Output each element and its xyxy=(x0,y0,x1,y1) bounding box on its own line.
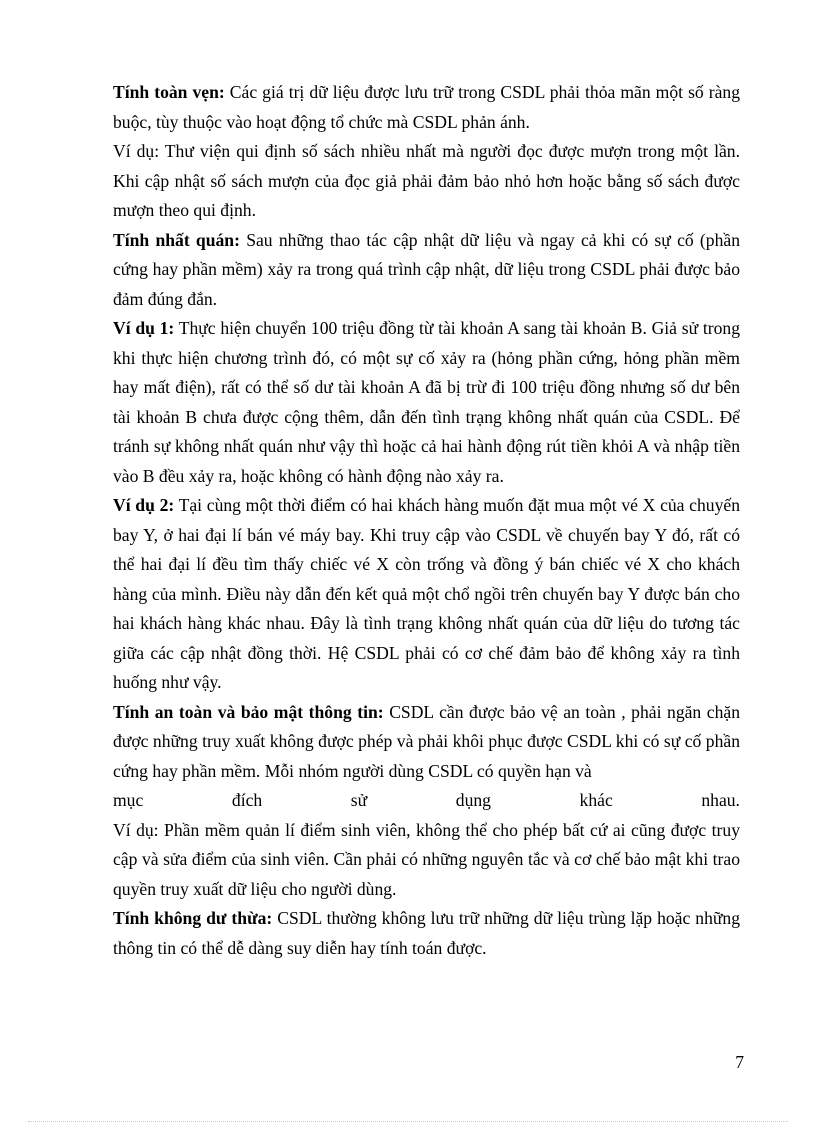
section-non-redundancy xyxy=(113,904,740,963)
security-example: Ví dụ: Phần mềm quản lí điểm sinh viên, không thể cho phép bất cứ ai cũng được truy cập và sửa điểm của sinh viên. Cần phải có những nguyên tắc và cơ chế bảo mật khi trao quyền truy xuất dữ liệu cho người dùng. xyxy=(113,819,740,899)
term-consistency: Tính nhất quán: xyxy=(113,229,240,250)
spread-word: sử xyxy=(350,790,368,810)
section-consistency xyxy=(113,226,740,315)
section-example-2 xyxy=(113,491,740,698)
security-spread-line xyxy=(113,786,740,816)
section-integrity xyxy=(113,78,740,226)
term-integrity: Tính toàn vẹn: xyxy=(113,82,225,102)
page-number: 7 xyxy=(735,1052,744,1072)
spread-word: đích xyxy=(231,790,263,810)
footer-divider xyxy=(28,1121,788,1122)
integrity-text: Các giá trị dữ liệu được lưu trữ trong CSDL phải thỏa mãn một số ràng buộc, tùy thuộc vào hoạt động tổ chức mà CSDL phản ánh. xyxy=(113,82,740,132)
security-text: CSDL cần được bảo vệ an toàn , phải ngăn chặn được những truy xuất không được phép và phải khôi phục được CSDL khi có sự cố phần cứng hay phần mềm. Mỗi nhóm người dùng CSDL có quyền hạn và xyxy=(113,701,740,781)
example-1-text: Thực hiện chuyển 100 triệu đồng từ tài khoản A sang tài khoản B. Giả sử trong khi thực hiện chương trình đó, có một sự cố xảy ra (hỏng phần cứng, hỏng phần mềm hay mất điện), rất có thể số dư tài khoản A đã bị trừ đi 100 triệu đồng nhưng số dư bên tài khoản B chưa được cộng thêm, dẫn đến tình trạng không nhất quán của CSDL. Để tránh sự không nhất quán như vậy thì hoặc cả hai hành động rút tiền khỏi A và nhập tiền vào B đều xảy ra, hoặc không có hành động nào xảy ra. xyxy=(113,318,740,486)
term-non-redundancy: Tính không dư thừa: xyxy=(113,908,273,928)
spread-word: mục xyxy=(113,790,144,810)
spread-word: dụng xyxy=(455,790,491,810)
section-security xyxy=(113,698,740,905)
term-example-1: Ví dụ 1: xyxy=(113,318,175,338)
term-security: Tính an toàn và bảo mật thông tin: xyxy=(113,701,384,722)
spread-word: nhau. xyxy=(701,790,740,810)
term-example-2: Ví dụ 2: xyxy=(113,495,175,515)
spread-word: khác xyxy=(579,790,613,810)
non-redundancy-text: CSDL thường không lưu trữ những dữ liệu trùng lặp hoặc những thông tin có thể dễ dàng suy diễn hay tính toán được. xyxy=(113,908,740,958)
example-2-text: Tại cùng một thời điểm có hai khách hàng muốn đặt mua một vé X của chuyến bay Y, ở hai đại lí bán vé máy bay. Khi truy cập vào CSDL về chuyến bay Y đó, rất có thể hai đại lí đều tìm thấy chiếc vé X còn trống và đồng ý bán chiếc vé X cho khách hàng của mình. Điều này dẫn đến kết quả một chổ ngồi trên chuyến bay Y được bán cho hai khách hàng khác nhau. Đây là tình trạng không nhất quán của dữ liệu do tương tác giữa các cập nhật đồng thời. Hệ CSDL phải có cơ chế đảm bảo để không xảy ra tình huống như vậy. xyxy=(113,495,740,692)
integrity-example: Ví dụ: Thư viện qui định số sách nhiều nhất mà người đọc được mượn trong một lần. Khi cập nhật số sách mượn của đọc giả phải đảm bảo nhỏ hơn hoặc bằng số sách được mượn theo qui định. xyxy=(113,141,740,220)
page-content xyxy=(113,78,740,963)
consistency-text: Sau những thao tác cập nhật dữ liệu và ngay cả khi có sự cố (phần cứng hay phần mềm) xảy ra trong quá trình cập nhật, dữ liệu trong CSDL phải được bảo đảm đúng đắn. xyxy=(113,229,740,309)
section-example-1 xyxy=(113,314,740,491)
